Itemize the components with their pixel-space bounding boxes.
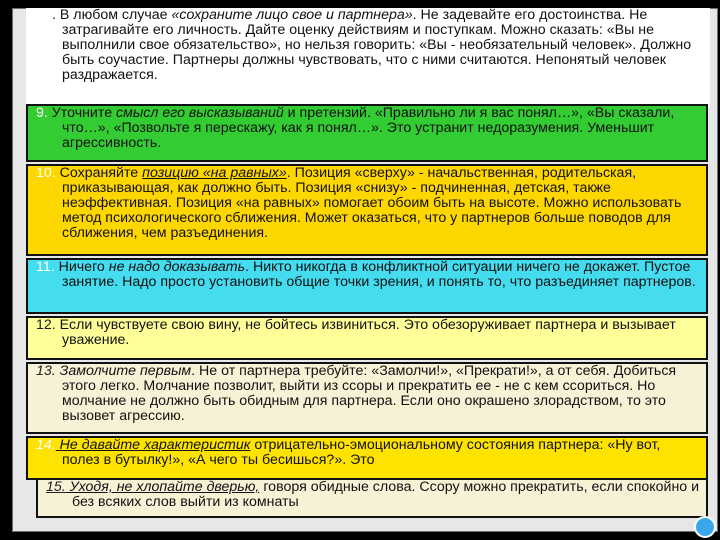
item-9-emphasis: смысл его высказываний: [116, 105, 284, 121]
item-9-number: 9.: [36, 105, 52, 121]
item-13-text: . Не от партнера требуйте: «Замолчи!», «Прекрати!», а от себя. Добиться этого легко. Молчание позволит, выйти из ссоры и прекратить ее - не с кем ссориться. Но молчание не должно быть обидным для партнера. Если оно окрашено злорадством, то это вызовет агрессию.: [62, 363, 677, 424]
item-10-pre: Сохраняйте: [55, 165, 143, 181]
item-8-text: . Не задевайте его достоинства. Не затрагивайте его личность. Дайте оценку действиям и поступкам. Можно сказать: «Вы не выполнили свое обязательство», но нельзя говорить: «Вы - необязательный человек». Должно быть соучастие. Партнеры должны чувствовать, что с ними считаются. Непонятый человек раздражается.: [62, 8, 692, 83]
item-11-number: 11.: [36, 259, 55, 275]
item-8-number: . В любом случае: [52, 8, 172, 23]
item-14: [26, 436, 708, 480]
item-10: [26, 164, 708, 256]
item-11-text: . Никто никогда в конфликтной ситуации ничего не докажет. Пустое занятие. Надо просто установить общие точки зрения, и понять то, что разъединяет партнеров.: [62, 259, 696, 290]
item-10-text: . Позиция «сверху» - начальственная, родительская, приказывающая, как должно быть. Позиция «снизу» - подчиненная, детская, также неэффективная. Позиция «на равных» помогает обоим быть на высоте. Можно использовать метод психологического сближения. Может оказаться, что у партнеров больше поводов для сближения, чем разъединения.: [62, 165, 682, 241]
item-10-number: 10.: [36, 165, 56, 181]
item-12: [26, 316, 708, 360]
item-11-emphasis: не надо доказывать: [108, 259, 246, 275]
item-9-text: и претензий. «Правильно ли я вас понял…», «Вы сказали, что…», «Позвольте я перескажу, как я понял…». Это устранит недоразумения. Уменьшит агрессивность.: [62, 105, 675, 151]
item-12-text: Если чувствуете свою вину, не бойтесь извиниться. Это обезоруживает партнера и вызывает уважение.: [55, 317, 676, 348]
slide-nav-dot-icon[interactable]: [694, 516, 716, 538]
item-14-number: 14.: [36, 437, 56, 453]
item-14-text: отрицательно-эмоциональному состояния партнера: «Ну вот, полез в бутылку!», «А чего ты бесишься?». Это: [62, 437, 661, 468]
item-9: [26, 104, 708, 162]
item-13: [26, 362, 708, 434]
item-12-number: 12.: [36, 317, 56, 333]
item-11: [26, 258, 708, 314]
item-14-emphasis: Не давайте характеристик: [55, 437, 251, 453]
item-8-partial: [26, 8, 710, 108]
item-13-number: 13.: [36, 363, 56, 379]
item-15-number: 15.: [46, 479, 66, 495]
item-10-emphasis: позицию «на равных»: [142, 165, 287, 181]
item-9-pre: Уточните: [51, 105, 117, 121]
item-13-emphasis: Замолчите первым: [55, 363, 192, 379]
item-11-pre: Ничего: [54, 259, 109, 275]
item-15-text: говоря обидные слова. Ссору можно прекратить, если спокойно и без всяких слов выйти из комнаты: [72, 479, 700, 510]
item-8-emphasis: «сохраните лицо свое и партнера»: [171, 8, 413, 23]
item-15-emphasis: Уходя, не хлопайте дверью,: [65, 479, 260, 495]
item-15: [36, 478, 708, 518]
